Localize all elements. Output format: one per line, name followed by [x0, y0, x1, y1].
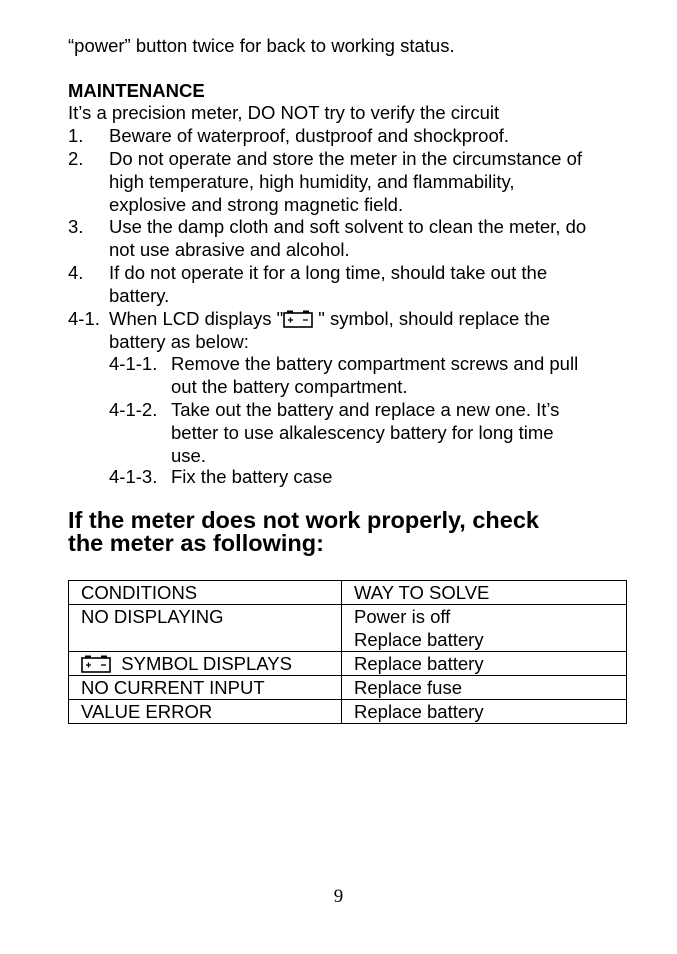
step-number: 4-1-1. — [109, 353, 158, 374]
item-number: 4. — [68, 262, 84, 283]
table-row — [69, 652, 627, 676]
solution-line: Replace battery — [354, 629, 484, 650]
solution-cell — [342, 605, 627, 652]
solution-line: Power is off — [354, 606, 451, 627]
item-text: high temperature, high humidity, and flammability, — [109, 171, 515, 192]
subitem-text-before: When LCD displays " — [109, 308, 284, 329]
step-text: better to use alkalescency battery for long time — [171, 422, 554, 443]
page-number: 9 — [333, 886, 344, 907]
troubleshoot-heading-line1: If the meter does not work properly, check — [68, 507, 539, 533]
item-text: not use abrasive and alcohol. — [109, 239, 350, 260]
item-number: 2. — [68, 148, 84, 169]
item-text: Do not operate and store the meter in the circumstance of — [109, 148, 583, 169]
solution-cell: Replace fuse — [342, 676, 627, 700]
solution-cell: Replace battery — [342, 700, 627, 724]
maintenance-intro: It’s a precision meter, DO NOT try to verify the circuit — [68, 102, 500, 123]
step-number: 4-1-3. — [109, 466, 158, 487]
step-text: out the battery compartment. — [171, 376, 408, 397]
step-text: Take out the battery and replace a new one. It’s — [171, 399, 560, 420]
item-text: explosive and strong magnetic field. — [109, 194, 404, 215]
table-header-row — [69, 581, 627, 605]
maintenance-heading: MAINTENANCE — [68, 80, 205, 101]
troubleshoot-heading-line2: the meter as following: — [68, 530, 324, 556]
condition-text: SYMBOL DISPLAYS — [121, 653, 292, 674]
item-text: Use the damp cloth and soft solvent to clean the meter, do — [109, 216, 587, 237]
condition-cell — [69, 652, 342, 676]
subitem-text: battery as below: — [109, 331, 249, 352]
battery-icon — [283, 310, 313, 328]
battery-icon — [81, 655, 111, 673]
item-number: 3. — [68, 216, 84, 237]
subitem-number: 4-1. — [68, 308, 100, 329]
step-number: 4-1-2. — [109, 399, 158, 420]
condition-cell: NO CURRENT INPUT — [69, 676, 342, 700]
solution-cell: Replace battery — [342, 652, 627, 676]
item-number: 1. — [68, 125, 84, 146]
condition-cell: VALUE ERROR — [69, 700, 342, 724]
item-text: Beware of waterproof, dustproof and shockproof. — [109, 125, 510, 146]
item-text: If do not operate it for a long time, should take out the — [109, 262, 548, 283]
header-conditions: CONDITIONS — [69, 581, 342, 605]
step-text: use. — [171, 445, 206, 466]
table-row — [69, 700, 627, 724]
step-text: Remove the battery compartment screws and pull — [171, 353, 579, 374]
table-row — [69, 605, 627, 652]
subitem-text-after: " symbol, should replace the — [313, 308, 551, 329]
troubleshoot-table — [68, 580, 627, 724]
condition-cell: NO DISPLAYING — [69, 605, 342, 652]
item-text: battery. — [109, 285, 170, 306]
table-row — [69, 676, 627, 700]
troubleshoot-heading — [68, 509, 539, 555]
intro-line: “power” button twice for back to working status. — [68, 35, 455, 56]
step-text: Fix the battery case — [171, 466, 333, 487]
header-way-to-solve: WAY TO SOLVE — [342, 581, 627, 605]
subitem-text — [109, 308, 550, 330]
